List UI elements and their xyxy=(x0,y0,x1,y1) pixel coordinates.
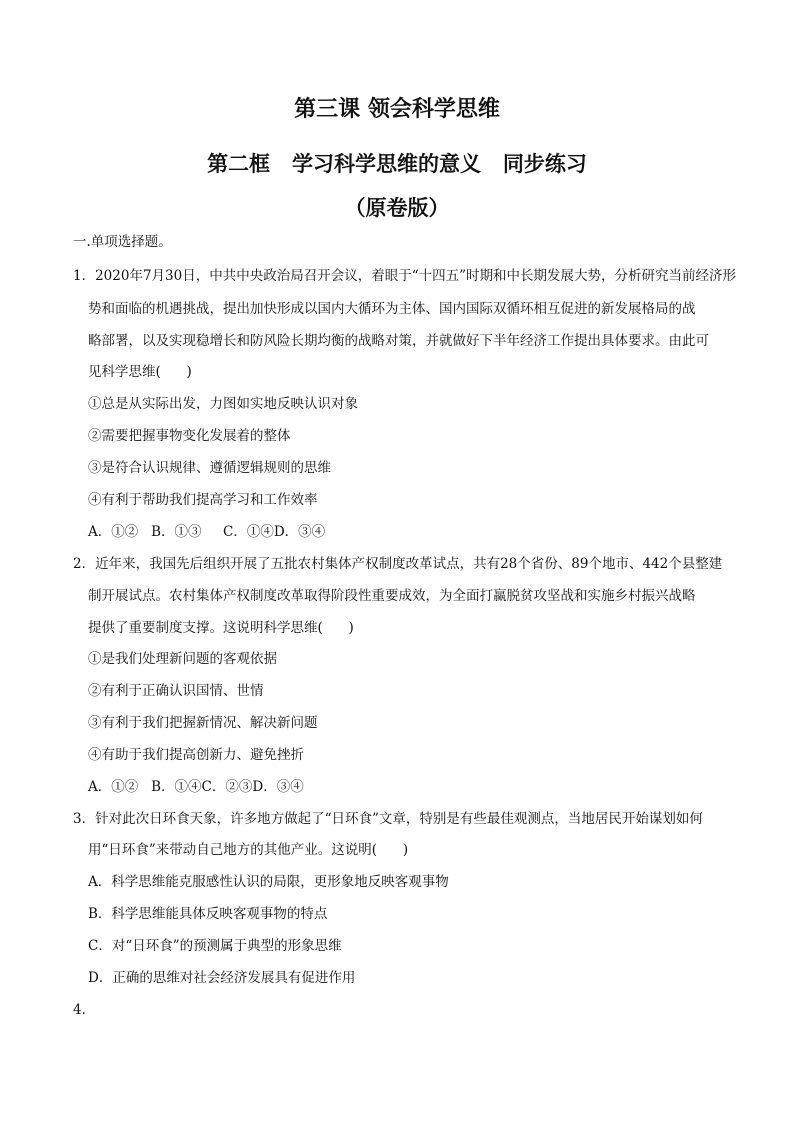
q1-option-3: ③是符合认识规律、遵循逻辑规则的思维 xyxy=(88,460,331,476)
section-subtitle: 第二框 学习科学思维的意义 同步练习 xyxy=(207,152,587,176)
q3-option-c: C．对“日环食”的预测属于典型的形象思维 xyxy=(88,938,342,954)
q1-line-2: 势和面临的机遇挑战，提出加快形成以国内大循环为主体、国内国际双循环相互促进的新发展格局的战 xyxy=(88,301,696,317)
q2-choices: A．①② B．①④C．②③D．③④ xyxy=(88,779,304,795)
q4-number: 4． xyxy=(73,1002,96,1018)
version-label: （原卷版） xyxy=(344,196,450,220)
q1-option-1: ①总是从实际出发，力图如实地反映认识对象 xyxy=(88,396,358,412)
q2-line-3: 提供了重要制度支撑。这说明科学思维( ) xyxy=(88,620,354,636)
q2-option-1: ①是我们处理新问题的客观依据 xyxy=(88,651,277,667)
q2-line-1: 2．近年来，我国先后组织开展了五批农村集体产权制度改革试点，共有28个省份、89个地市、442个县整建 xyxy=(73,556,723,572)
lesson-title: 第三课 领会科学思维 xyxy=(294,97,500,122)
q2-option-4: ④有助于我们提高创新力、避免挫折 xyxy=(88,747,304,763)
q1-line-4: 见科学思维( ) xyxy=(88,364,192,380)
q3-line-1: 3．针对此次日环食天象，许多地方做起了“日环食”文章，特别是有些最佳观测点，当地居民开始谋划如何 xyxy=(73,811,703,827)
q2-option-2: ②有利于正确认识国情、世情 xyxy=(88,683,264,699)
q1-option-4: ④有利于帮助我们提高学习和工作效率 xyxy=(88,492,318,508)
q1-option-2: ②需要把握事物变化发展着的整体 xyxy=(88,428,291,444)
q3-line-2: 用“日环食”来带动自己地方的其他产业。这说明( ) xyxy=(88,842,409,858)
q3-option-b: B．科学思维能具体反映客观事物的特点 xyxy=(88,906,328,922)
q1-line-3: 略部署，以及实现稳增长和防风险长期均衡的战略对策，并就做好下半年经济工作提出具体要求。由此可 xyxy=(88,333,709,349)
q1-choices: A．①② B．①③ C．①④D．③④ xyxy=(88,524,326,540)
q2-line-2: 制开展试点。农村集体产权制度改革取得阶段性重要成效，为全面打赢脱贫攻坚战和实施乡村振兴战略 xyxy=(88,588,696,604)
q1-line-1: 1．2020年7月30日，中共中央政治局召开会议，着眼于“十四五”时期和中长期发展大势，分析研究当前经济形 xyxy=(73,268,737,284)
q2-option-3: ③有利于我们把握新情况、解决新问题 xyxy=(88,715,318,731)
section-heading: 一.单项选择题。 xyxy=(73,234,172,250)
q3-option-a: A．科学思维能克服感性认识的局限，更形象地反映客观事物 xyxy=(88,874,449,890)
q3-option-d: D．正确的思维对社会经济发展具有促进作用 xyxy=(88,970,356,986)
